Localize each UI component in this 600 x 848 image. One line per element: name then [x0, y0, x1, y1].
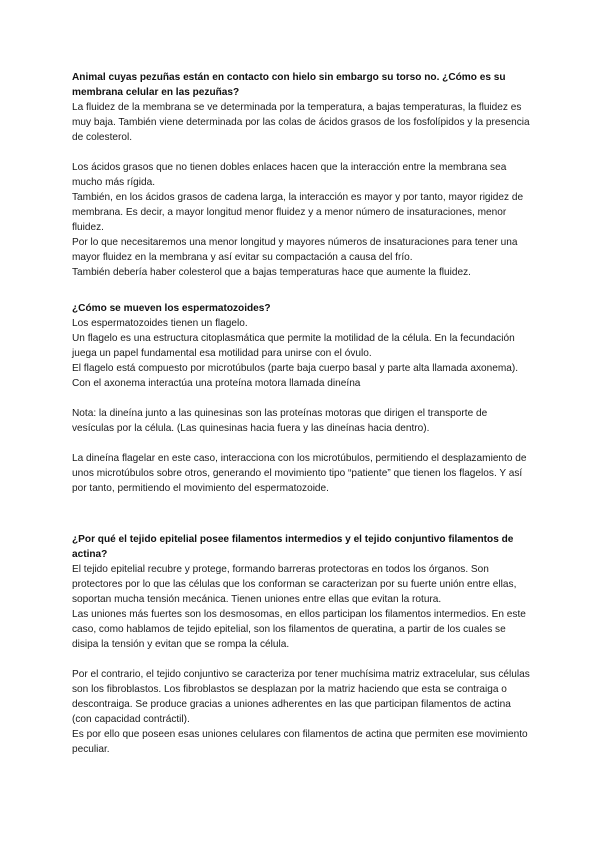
section-spacer: [72, 496, 530, 517]
section-3-paragraph: Por el contrario, el tejido conjuntivo se caracteriza por tener muchísima matriz extracelular, sus células son los fibroblastos. Los fibroblastos se desplazan por la matriz haciendo que esta se contraiga o descontraiga. Se produce gracias a uniones adherentes en las que participan filamentos de actina (con capacidad contráctil).: [72, 669, 530, 725]
section-1-paragraph: La fluidez de la membrana se ve determinada por la temperatura, a bajas temperaturas, la fluidez es muy baja. También viene determinada por las colas de ácidos grasos de los fosfolípidos y la presencia de colesterol.: [72, 102, 530, 143]
paragraph-spacer: [72, 391, 530, 406]
section-3-paragraph: El tejido epitelial recubre y protege, formando barreras protectoras en todos los órganos. Son protectores por lo que las células que los conforman se caracterizan por su fuerte unión entre ellas, soportan mucha tensión mecánica. Tienen uniones entre ellas que evitan la rotura.: [72, 564, 517, 605]
section-2-paragraph: La dineína flagelar en este caso, interacciona con los microtúbulos, permitiendo el desplazamiento de unos microtúbulos sobre otros, generando el movimiento tipo “patiente” que tienen los flagelos. Y así por tanto, permitiendo el movimiento del espermatozoide.: [72, 453, 527, 494]
section-3-heading: ¿Por qué el tejido epitelial posee filamentos intermedios y el tejido conjuntivo filamentos de actina?: [72, 534, 514, 560]
section-1-paragraph: Los ácidos grasos que no tienen dobles enlaces hacen que la interacción entre la membrana sea mucho más rígida.: [72, 162, 507, 188]
document-page: [72, 70, 530, 757]
paragraph-spacer: [72, 145, 530, 160]
section-2-paragraph: El flagelo está compuesto por microtúbulos (parte baja cuerpo basal y parte alta llamada axonema). Con el axonema interactúa una proteína motora llamada dineína: [72, 363, 519, 389]
section-1-paragraph: También, en los ácidos grasos de cadena larga, la interacción es mayor y por tanto, mayor rigidez de membrana. Es decir, a mayor longitud menor fluidez y a menor número de insaturaciones, menor fluidez.: [72, 192, 524, 233]
section-spacer: [72, 517, 530, 532]
section-3-paragraph: Las uniones más fuertes son los desmosomas, en ellos participan los filamentos intermedios. En este caso, como hablamos de tejido epitelial, son los filamentos de queratina, a partir de los cuales se disipa la tensión y evitan que se rompa la célula.: [72, 609, 526, 650]
paragraph-spacer: [72, 436, 530, 451]
section-2-note: Nota: la dineína junto a las quinesinas son las proteínas motoras que dirigen el transporte de vesículas por la célula. (Las quinesinas hacia fuera y las dineínas hacia dentro).: [72, 408, 488, 434]
section-spacer: [72, 280, 530, 301]
section-1-paragraph: Por lo que necesitaremos una menor longitud y mayores números de insaturaciones para tener una mayor fluidez en la membrana y así evitar su compactación a causa del frío.: [72, 237, 518, 263]
section-1-heading: Animal cuyas pezuñas están en contacto con hielo sin embargo su torso no. ¿Cómo es su membrana celular en las pezuñas?: [72, 72, 506, 98]
paragraph-spacer: [72, 652, 530, 667]
section-2-heading: ¿Cómo se mueven los espermatozoides?: [72, 303, 271, 314]
section-2-paragraph: Los espermatozoides tienen un flagelo.: [72, 318, 248, 329]
section-3-paragraph: Es por ello que poseen esas uniones celulares con filamentos de actina que permiten ese movimiento peculiar.: [72, 729, 528, 755]
section-1-paragraph: También debería haber colesterol que a bajas temperaturas hace que aumente la fluidez.: [72, 267, 471, 278]
section-2-paragraph: Un flagelo es una estructura citoplasmática que permite la motilidad de la célula. En la fecundación juega un papel fundamental esa motilidad para unirse con el óvulo.: [72, 333, 515, 359]
